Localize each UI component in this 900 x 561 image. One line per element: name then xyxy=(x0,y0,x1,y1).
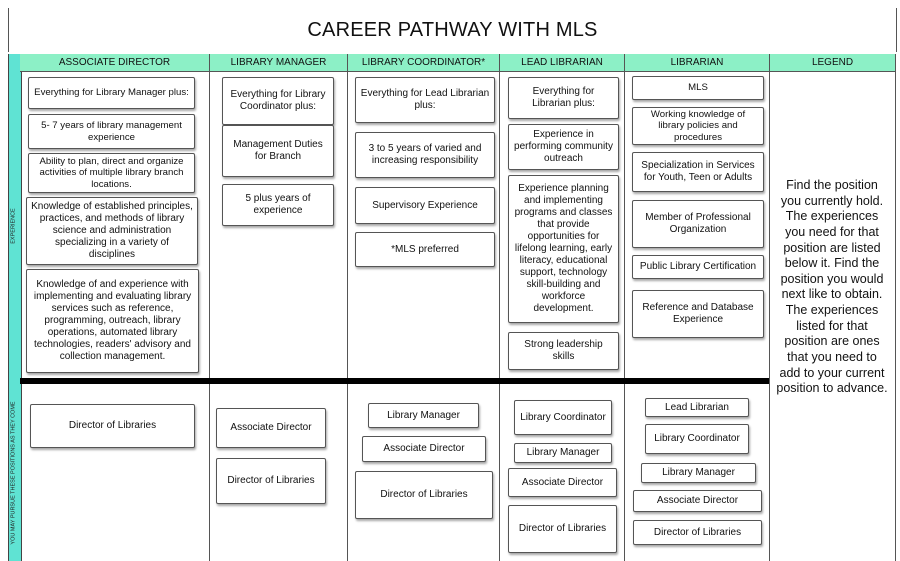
position-box: Library Manager xyxy=(641,463,756,483)
experience-box: Knowledge of established principles, practices, and methods of library science and administration specializing in a variety of disciplines xyxy=(26,197,198,265)
experience-box: Public Library Certification xyxy=(632,255,764,279)
section-divider xyxy=(20,378,769,384)
column-header: LEAD LIBRARIAN xyxy=(500,54,624,72)
experience-side-label: EXPERIENCE xyxy=(11,208,17,244)
experience-box: Experience in performing community outreach xyxy=(508,124,619,170)
column-header: LIBRARIAN xyxy=(625,54,769,72)
column-header: LIBRARY COORDINATOR* xyxy=(348,54,499,72)
position-box: Associate Director xyxy=(216,408,326,448)
position-box: Director of Libraries xyxy=(508,505,617,553)
position-box: Director of Libraries xyxy=(30,404,195,448)
position-box: Library Coordinator xyxy=(645,424,749,454)
position-box: Library Manager xyxy=(368,403,479,428)
experience-box: Supervisory Experience xyxy=(355,187,495,224)
position-box: Director of Libraries xyxy=(216,458,326,504)
position-box: Associate Director xyxy=(508,468,617,497)
column-header: LEGEND xyxy=(770,54,895,72)
position-box: Library Manager xyxy=(514,443,612,463)
experience-box: 5- 7 years of library management experience xyxy=(28,114,195,149)
experience-box: Everything for Lead Librarian plus: xyxy=(355,77,495,123)
position-box: Director of Libraries xyxy=(633,520,762,545)
experience-box: Member of Professional Organization xyxy=(632,200,764,248)
experience-box: Experience planning and implementing programs and classes that provide opportunities for lifelong learning, early literacy, educational support, technology skill-building and workforce development. xyxy=(508,175,619,323)
position-box: Associate Director xyxy=(633,490,762,512)
pursue-side-label: YOU MAY PURSUE THESE POSITIONS AS THEY COME xyxy=(11,400,18,545)
experience-box: MLS xyxy=(632,76,764,100)
experience-box: Everything for Library Coordinator plus: xyxy=(222,77,334,125)
experience-box: Management Duties for Branch xyxy=(222,125,334,177)
experience-box: Knowledge of and experience with implementing and evaluating library services such as reference, programming, outreach, library operations, automated library technologies, readers' advisory and collection management. xyxy=(26,269,199,373)
experience-box: Specialization in Services for Youth, Teen or Adults xyxy=(632,152,764,192)
experience-box: 3 to 5 years of varied and increasing responsibility xyxy=(355,132,495,178)
position-box: Lead Librarian xyxy=(645,398,749,417)
experience-box: Everything for Librarian plus: xyxy=(508,77,619,119)
experience-box: Strong leadership skills xyxy=(508,332,619,370)
position-box: Library Coordinator xyxy=(514,400,612,435)
experience-box: *MLS preferred xyxy=(355,232,495,267)
experience-box: Ability to plan, direct and organize activities of multiple library branch locations. xyxy=(28,153,195,193)
experience-box: 5 plus years of experience xyxy=(222,184,334,226)
position-box: Associate Director xyxy=(362,436,486,462)
experience-box: Everything for Library Manager plus: xyxy=(28,77,195,109)
diagram-title: CAREER PATHWAY WITH MLS xyxy=(8,8,897,52)
column-header: LIBRARY MANAGER xyxy=(210,54,347,72)
legend-text: Find the position you currently hold. The experiences you need for that position are listed below it. Find the position you would next like to obtain. The experiences listed for that position are ones that you need to add to your current position to advance. xyxy=(776,178,888,396)
position-box: Director of Libraries xyxy=(355,471,493,519)
column-header: ASSOCIATE DIRECTOR xyxy=(20,54,209,72)
experience-box: Working knowledge of library policies and procedures xyxy=(632,107,764,145)
experience-box: Reference and Database Experience xyxy=(632,290,764,338)
